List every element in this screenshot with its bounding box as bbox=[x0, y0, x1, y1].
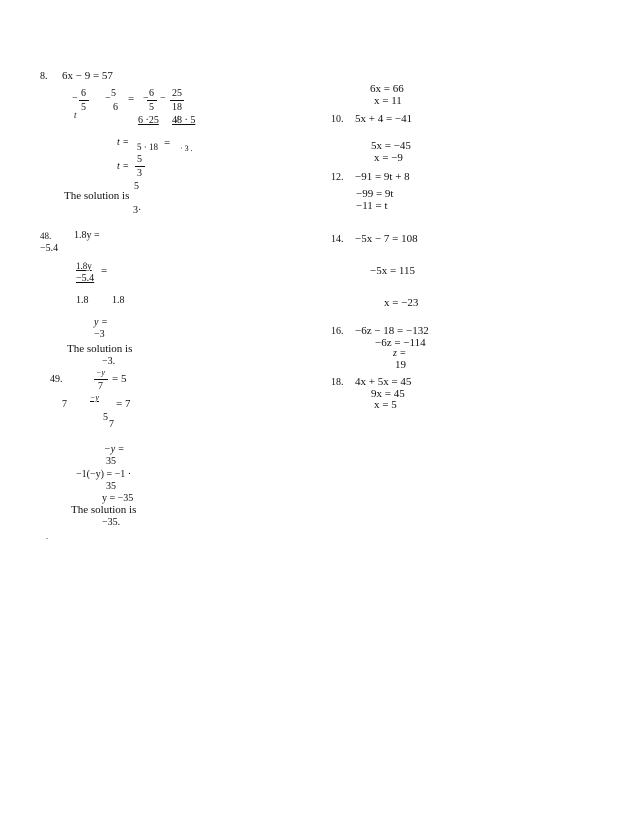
equation: −99 = 9t bbox=[356, 188, 394, 200]
fraction-denominator: 6 bbox=[113, 102, 118, 113]
equation: 5x + 4 = −41 bbox=[355, 113, 413, 125]
equation: 5x = −45 bbox=[371, 140, 411, 152]
equation-rhs: −3 bbox=[94, 329, 105, 340]
extra-digit: 7 bbox=[109, 419, 114, 430]
stray-dot: . bbox=[46, 532, 48, 541]
fraction-bar bbox=[170, 100, 184, 101]
equation-lhs: y = bbox=[94, 317, 108, 328]
problem-number: 49. bbox=[50, 374, 63, 385]
fraction-numerator: 6 bbox=[149, 88, 154, 99]
equals-sign: = bbox=[101, 265, 108, 277]
equation-lhs: t = bbox=[117, 137, 130, 148]
fraction-denominator: 7 bbox=[98, 381, 103, 392]
solution-value: −3. bbox=[102, 356, 116, 367]
equation: −5.4 bbox=[40, 243, 59, 254]
fraction-denominator: 5 bbox=[149, 102, 154, 113]
equation-rhs: 35 bbox=[106, 456, 116, 467]
denominator: 1.8 bbox=[76, 295, 89, 306]
multiplier: 7 bbox=[62, 399, 67, 410]
equation: −6z = −114 bbox=[375, 337, 426, 349]
extra-digit: 5 bbox=[134, 181, 139, 192]
equation: x = −23 bbox=[384, 297, 419, 309]
equals-sign: = bbox=[128, 93, 135, 105]
problem-number: 8. bbox=[40, 71, 48, 82]
fraction-numerator: 25 bbox=[172, 88, 182, 99]
minus-sign: − bbox=[72, 93, 78, 104]
fraction-denominator: 3 bbox=[137, 168, 142, 179]
problem-number: 48. bbox=[40, 231, 52, 241]
equation: −11 = t bbox=[356, 200, 388, 212]
fraction-numerator: 1.8y bbox=[76, 261, 92, 271]
minus-sign: − bbox=[160, 93, 166, 104]
fraction-bar bbox=[79, 100, 89, 101]
equation: −6z − 18 = −132 bbox=[355, 325, 429, 337]
extra-digit: 5 bbox=[103, 412, 108, 423]
fraction-bar bbox=[94, 379, 108, 380]
solution-text: The solution is bbox=[64, 190, 130, 202]
equation: x = 11 bbox=[374, 95, 402, 107]
equation: −91 = 9t + 8 bbox=[355, 171, 410, 183]
product-expression: 5 · 18 bbox=[137, 142, 158, 152]
fraction-denominator: 5 bbox=[81, 102, 86, 113]
problem-number: 12. bbox=[331, 172, 344, 183]
fraction-bar bbox=[135, 166, 145, 167]
equation: −5x = 115 bbox=[370, 265, 415, 277]
problem-number: 18. bbox=[331, 377, 344, 388]
fraction-denominator: 18 bbox=[172, 102, 182, 113]
equation-lhs: −y = bbox=[104, 444, 125, 455]
variable: t bbox=[74, 110, 77, 120]
problem-number: 16. bbox=[331, 326, 344, 337]
fraction-numerator: 6 bbox=[81, 88, 86, 99]
equation: 1.8y = bbox=[74, 230, 100, 241]
equation: −5x − 7 = 108 bbox=[355, 233, 418, 245]
product-expression: · 3 . bbox=[180, 144, 193, 153]
equals-sign: = bbox=[164, 137, 171, 149]
equation: 4x + 5x = 45 bbox=[355, 376, 412, 388]
fraction-denominator: −5.4 bbox=[76, 273, 95, 284]
equation: x = −9 bbox=[374, 152, 403, 164]
denominator: 1.8 bbox=[112, 295, 125, 306]
problem-number: 10. bbox=[331, 114, 344, 125]
equation-rhs: = 5 bbox=[112, 373, 127, 385]
fraction-numerator: 5 bbox=[137, 154, 142, 165]
fraction-numerator: −y bbox=[90, 393, 99, 402]
equation-lhs: −1(−y) = −1 · bbox=[76, 469, 132, 480]
fraction-numerator: −y bbox=[96, 368, 105, 377]
equation-lhs: z = bbox=[393, 348, 407, 359]
equation: x = 5 bbox=[374, 399, 397, 411]
equation-lhs: t = bbox=[117, 161, 130, 172]
fraction-numerator: 5 bbox=[111, 88, 116, 99]
product-expression: 6 ·25 bbox=[138, 115, 159, 126]
problem-number: 14. bbox=[331, 234, 344, 245]
equation-rhs: 35 bbox=[106, 481, 116, 492]
equation-rhs: 19 bbox=[395, 359, 406, 371]
solution-text: The solution is bbox=[71, 504, 137, 516]
equation: y = −35 bbox=[102, 493, 134, 504]
equation: 6x − 9 = 57 bbox=[62, 70, 113, 82]
product-expression: 4̸8 · 5 bbox=[172, 115, 196, 126]
equation-rhs: = 7 bbox=[116, 398, 131, 410]
fraction-bar bbox=[147, 100, 157, 101]
solution-text: The solution is bbox=[67, 343, 133, 355]
minus-sign: − bbox=[105, 93, 111, 104]
solution-value: 3· bbox=[133, 205, 142, 216]
solution-value: −35. bbox=[102, 517, 121, 528]
equation: 9x = 45 bbox=[371, 388, 405, 400]
minus-sign: − bbox=[143, 93, 149, 104]
equation: 6x = 66 bbox=[370, 83, 404, 95]
